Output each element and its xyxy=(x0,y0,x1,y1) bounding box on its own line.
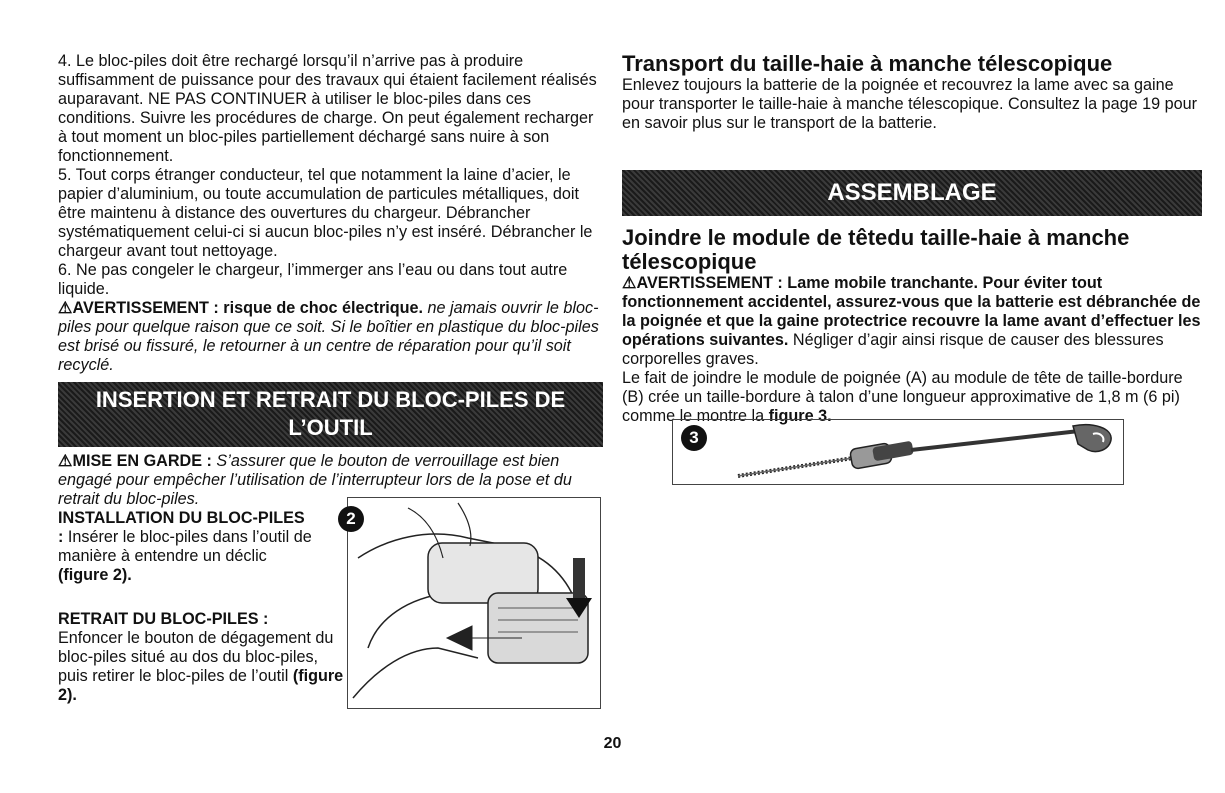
install-figure-ref: (figure 2). xyxy=(58,566,132,584)
figure-3-hedge-trimmer xyxy=(672,419,1124,485)
paragraph-4: 4. Le bloc-piles doit être rechargé lorsqu’il n’arrive pas à produire suffisamment de puissance pour des travaux qui étaient facilement réalisés auparavant. NE PAS CONTINUER à utiliser le bloc-piles dans ces conditions. Suivre les procédures de charge. On peut également recharger à tout moment un bloc-piles partiellement déchargé sans nuire à son fonctionnement. xyxy=(58,52,597,165)
install-title: INSTALLATION DU BLOC-PILES xyxy=(58,509,305,527)
join-title: Joindre le module de têtedu taille-haie à manche télescopique xyxy=(622,225,1130,274)
caution-label: ⚠MISE EN GARDE : xyxy=(58,452,212,470)
remove-section xyxy=(58,610,348,705)
remove-title: RETRAIT DU BLOC-PILES : xyxy=(58,610,269,628)
insertion-banner: INSERTION ET RETRAIT DU BLOC-PILES DE L’OUTIL xyxy=(58,382,603,447)
join-section xyxy=(622,226,1202,426)
shock-warning-label: ⚠AVERTISSEMENT : risque de choc électrique. xyxy=(58,299,424,317)
blade-warning-bold: ⚠AVERTISSEMENT : Lame mobile tranchante. Pour éviter tout fonctionnement accidentel, assurez-vous que la batterie est débranchée de la poignée et que la gaine protectrice recouvre la lame avant d’effectuer les opérations suivantes. xyxy=(622,274,1201,349)
right-column xyxy=(622,52,1202,133)
paragraph-5: 5. Tout corps étranger conducteur, tel que notamment la laine d’acier, le papier d’aluminium, ou toute accumulation de particules métalliques, doit être maintenu à distance des ouvertures du chargeur. Débrancher systématiquement celui-ci si aucun bloc-piles n’y est inséré. Débrancher le chargeur avant tout nettoyage. xyxy=(58,166,593,260)
install-text: : Insérer le bloc-piles dans l’outil de manière à entendre un déclic xyxy=(58,528,312,565)
paragraph-6: 6. Ne pas congeler le chargeur, l’immerger ans l’eau ou dans tout autre liquide. xyxy=(58,261,568,298)
battery-insertion-illustration xyxy=(348,498,600,708)
shock-warning-text: ne jamais ouvrir le bloc-piles pour quelque raison que ce soit. Si le boîtier en plastique du bloc-piles est brisé ou fissuré, le retourner à un centre de réparation pour qu’il soit recyclé. xyxy=(58,299,599,374)
figure-2-badge: 2 xyxy=(338,506,364,532)
assembly-body: Le fait de joindre le module de poignée (A) au module de tête de taille-bordure (B) crée un taille-bordure à talon d’une longueur approximative de 1,8 m (6 pi) comme le montre la xyxy=(622,369,1183,425)
blade-warning xyxy=(622,274,1202,369)
figure-3-badge: 3 xyxy=(681,425,707,451)
remove-text xyxy=(58,629,348,705)
figure-2-battery-insertion xyxy=(347,497,601,709)
page-number: 20 xyxy=(603,735,622,752)
left-column xyxy=(58,52,603,375)
assemblage-banner: ASSEMBLAGE xyxy=(622,170,1202,216)
remove-body: Enfoncer le bouton de dégagement du bloc-piles situé au dos du bloc-piles, puis retirer le bloc-piles de l’outil xyxy=(58,629,334,685)
install-section xyxy=(58,509,348,585)
caution-text: S’assurer que le bouton de verrouillage est bien engagé pour empêcher l’utilisation de l’interrupteur lors de la pose et du retrait du bloc-piles. xyxy=(58,452,572,508)
transport-text: Enlevez toujours la batterie de la poignée et recouvrez la lame avec sa gaine pour transporter le taille-haie à manche télescopique. Consultez la page 19 pour en savoir plus sur le transport de la batterie. xyxy=(622,76,1198,132)
blade-warning-rest: Négliger d’agir ainsi risque de causer des blessures corporelles graves. xyxy=(622,331,1164,368)
transport-title: Transport du taille-haie à manche télescopique xyxy=(622,51,1113,76)
assembly-figure-ref: figure 3. xyxy=(768,407,832,425)
shock-warning xyxy=(58,299,603,375)
install-body: Insérer le bloc-piles dans l’outil de manière à entendre un déclic xyxy=(58,528,312,565)
remove-figure-ref: (figure 2). xyxy=(58,667,344,704)
hedge-trimmer-illustration xyxy=(673,420,1123,484)
assembly-text xyxy=(622,369,1202,426)
